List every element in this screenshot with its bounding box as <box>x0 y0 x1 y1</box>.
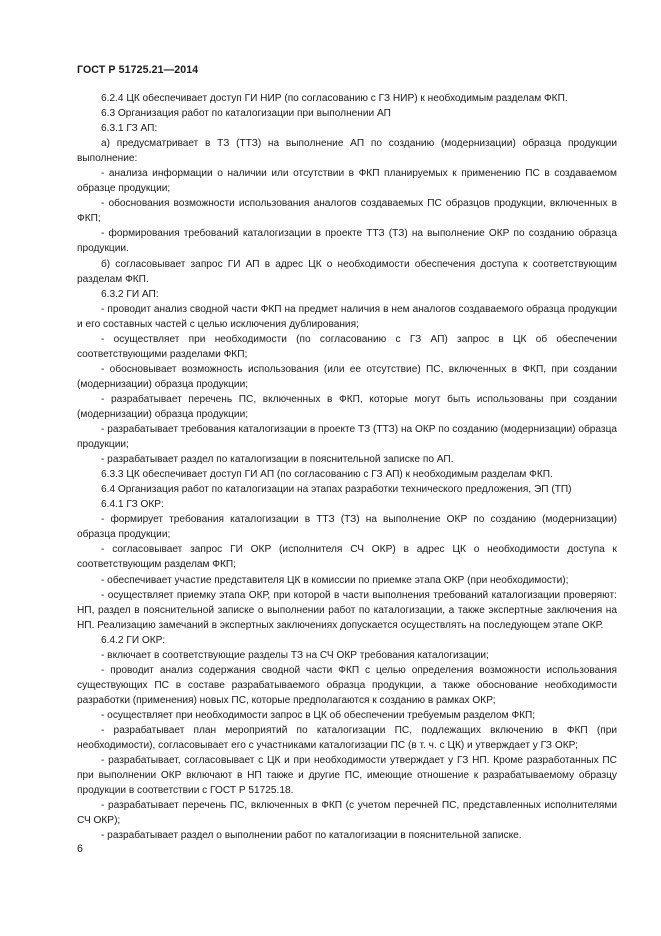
paragraph-6-4-2: 6.4.2 ГИ ОКР: <box>101 634 166 646</box>
section-heading-6-3: 6.3 Организация работ по каталогизации при выполнении АП <box>101 108 391 120</box>
list-item: - проводит анализ сводной части ФКП на предмет наличия в нем аналогов создаваемого образца продукции и его составных частей с целью исключения дублирования; <box>77 303 617 330</box>
document-header: ГОСТ Р 51725.21—2014 <box>77 64 199 76</box>
list-item: - согласовывает запрос ГИ ОКР (исполнителя СЧ ОКР) в адрес ЦК о необходимости доступа к соответствующим разделам ФКП; <box>77 544 617 571</box>
list-item: - разрабатывает требования каталогизации в проекте ТЗ (ТТЗ) на ОКР по созданию (модернизации) образца продукции; <box>77 424 617 451</box>
list-item: - разрабатывает перечень ПС, включенных в ФКП, которые могут быть использованы при создании (модернизации) образца продукции; <box>77 393 617 420</box>
paragraph-6-4-1: 6.4.1 ГЗ ОКР: <box>101 499 164 511</box>
list-item: - обосновывает возможность использования (или ее отсутствие) ПС, включенных в ФКП, при создании (модернизации) образца продукции; <box>77 363 617 390</box>
list-item: - включает в соответствующие разделы ТЗ на СЧ ОКР требования каталогизации; <box>101 649 489 661</box>
list-item: - обоснования возможности использования аналогов создаваемых ПС образцов продукции, включенных в ФКП; <box>77 198 617 225</box>
list-item: б) согласовывает запрос ГИ АП в адрес ЦК о необходимости обеспечения доступа к соответствующим разделам ФКП. <box>77 258 617 285</box>
section-heading-6-4: 6.4 Организация работ по каталогизации на этапах разработки технического предложения, ЭП (ТП) <box>101 484 572 496</box>
list-item: - проводит анализ содержания сводной части ФКП с целью определения возможности использования существующих ПС в составе разрабатываемого образца продукции, а также обоснование необходимости разработки (применения) новых ПС, которые предполагаются к созданию в рамках ОКР; <box>77 664 617 706</box>
list-item: - формирует требования каталогизации в ТТЗ (ТЗ) на выполнение ОКР по созданию (модернизации) образца продукции; <box>77 514 617 541</box>
paragraph-6-3-2: 6.3.2 ГИ АП: <box>101 288 159 300</box>
list-item: - анализа информации о наличии или отсутствии в ФКП планируемых к применению ПС в создаваемом образце продукции; <box>77 168 617 195</box>
list-item: - разрабатывает план мероприятий по каталогизации ПС, подлежащих включению в ФКП (при необходимости), согласовывает его с участниками каталогизации ПС (в т. ч. с ЦК) и утверждает у ГЗ ОКР; <box>77 724 617 752</box>
page-number: 6 <box>77 843 83 855</box>
list-item: - осуществляет при необходимости запрос в ЦК об обеспечении требуемым разделом ФКП; <box>101 709 536 721</box>
list-item: а) предусматривает в ТЗ (ТТЗ) на выполнение АП по созданию (модернизации) образца продукции выполнение: <box>77 138 617 165</box>
list-item: - формирования требований каталогизации в проекте ТТЗ (ТЗ) на выполнение ОКР по созданию образца продукции. <box>77 228 617 255</box>
list-item: - разрабатывает перечень ПС, включенных в ФКП (с учетом перечней ПС, представленных исполнителями СЧ ОКР); <box>77 800 617 827</box>
list-item: - осуществляет при необходимости (по согласованию с ГЗ АП) запрос в ЦК об обеспечении соответствующими разделами ФКП; <box>77 333 617 360</box>
paragraph-6-3-1: 6.3.1 ГЗ АП: <box>101 123 158 135</box>
list-item: - разрабатывает, согласовывает с ЦК и при необходимости утверждает у ГЗ НП. Кроме разработанных ПС при выполнении ОКР включают в НП также и другие ПС, имеющие отношение к разрабатываемому образцу продукции в соответствии с ГОСТ Р 51725.18. <box>77 755 617 797</box>
list-item: - разрабатывает раздел по каталогизации в пояснительной записке по АП. <box>101 454 454 466</box>
list-item: - осуществляет приемку этапа ОКР, при которой в части выполнения требований каталогизации проверяют: НП, раздел в пояснительной записке о выполнении работ по каталогизации, а также экспертные заключения на НП. Реализацию замечаний в экспертных заключениях допускается осуществлять на последующем этапе ОКР. <box>77 589 617 631</box>
list-item: - обеспечивает участие представителя ЦК в комиссии по приемке этапа ОКР (при необходимости); <box>101 574 569 586</box>
document-body <box>77 91 617 843</box>
list-item: - разрабатывает раздел о выполнении работ по каталогизации в пояснительной записке. <box>101 830 522 842</box>
paragraph-6-3-3: 6.3.3 ЦК обеспечивает доступ ГИ АП (по согласованию с ГЗ АП) к необходимым разделам ФКП. <box>101 469 553 481</box>
paragraph-6-2-4: 6.2.4 ЦК обеспечивает доступ ГИ НИР (по согласованию с ГЗ НИР) к необходимым разделам ФКП. <box>101 93 568 104</box>
